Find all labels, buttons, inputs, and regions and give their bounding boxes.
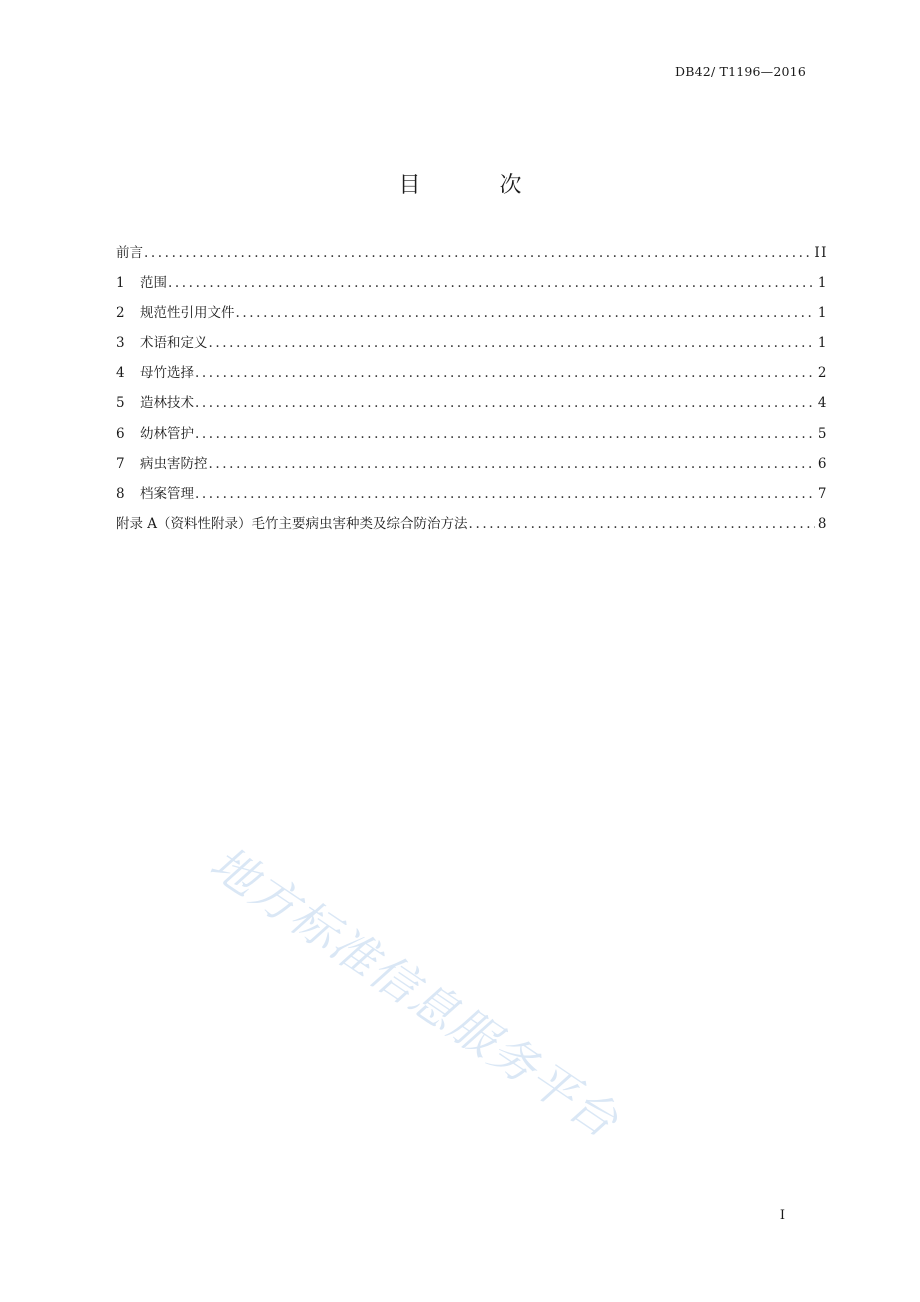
toc-item-afforestation-technique[interactable] xyxy=(116,391,828,421)
toc-item-page: 8 xyxy=(817,515,828,532)
toc-item-label: 范围 xyxy=(140,275,167,292)
toc-item-page: 1 xyxy=(817,275,828,292)
toc-leader-dots xyxy=(469,516,815,532)
toc-leader-dots xyxy=(195,486,815,502)
toc-item-mother-bamboo-selection[interactable] xyxy=(116,361,828,391)
toc-item-page: 7 xyxy=(817,485,828,502)
toc-item-page: 1 xyxy=(817,335,828,352)
document-code: DB42/ T1196—2016 xyxy=(675,64,806,79)
toc-item-scope[interactable] xyxy=(116,271,828,301)
toc-item-page: II xyxy=(814,245,828,261)
toc-item-number: 1 xyxy=(116,275,125,292)
toc-leader-dots xyxy=(236,305,815,321)
toc-leader-dots xyxy=(168,275,815,291)
toc-item-number: 8 xyxy=(116,485,125,502)
toc-item-label: 规范性引用文件 xyxy=(140,305,235,322)
table-of-contents xyxy=(116,241,828,542)
toc-item-foreword[interactable] xyxy=(116,241,828,271)
toc-item-appendix-a[interactable] xyxy=(116,512,828,542)
toc-item-label: 附录 A（资料性附录）毛竹主要病虫害种类及综合防治方法 xyxy=(116,515,468,532)
toc-item-label: 幼林管护 xyxy=(140,425,194,442)
toc-leader-dots xyxy=(195,395,815,411)
toc-item-page: 2 xyxy=(817,365,828,382)
toc-item-pest-control[interactable] xyxy=(116,452,828,482)
toc-leader-dots xyxy=(144,245,811,261)
toc-leader-dots xyxy=(195,365,815,381)
toc-item-number: 2 xyxy=(116,305,125,322)
toc-item-page: 1 xyxy=(817,305,828,322)
toc-item-label: 术语和定义 xyxy=(140,335,208,352)
toc-leader-dots xyxy=(209,456,815,472)
watermark-text: 地方标准信息服务平台 xyxy=(200,835,629,1149)
toc-item-normative-references[interactable] xyxy=(116,301,828,331)
toc-item-young-forest-care[interactable] xyxy=(116,422,828,452)
toc-item-label: 母竹选择 xyxy=(140,365,194,382)
toc-item-number: 7 xyxy=(116,455,125,472)
toc-item-number: 6 xyxy=(116,425,125,442)
toc-item-label: 病虫害防控 xyxy=(140,455,208,472)
toc-item-label: 前言 xyxy=(116,245,143,261)
page-number: I xyxy=(779,1208,785,1223)
toc-leader-dots xyxy=(195,426,815,442)
toc-item-page: 4 xyxy=(817,395,828,412)
toc-item-label: 造林技术 xyxy=(140,395,194,412)
toc-leader-dots xyxy=(209,335,815,351)
toc-item-terms-definitions[interactable] xyxy=(116,331,828,361)
toc-item-page: 6 xyxy=(817,455,828,472)
toc-item-label: 档案管理 xyxy=(140,485,194,502)
page-title: 目 次 xyxy=(398,173,558,198)
toc-item-records-management[interactable] xyxy=(116,482,828,512)
toc-item-number: 5 xyxy=(116,395,125,412)
toc-item-number: 4 xyxy=(116,365,125,382)
toc-item-number: 3 xyxy=(116,335,125,352)
toc-item-page: 5 xyxy=(817,425,828,442)
